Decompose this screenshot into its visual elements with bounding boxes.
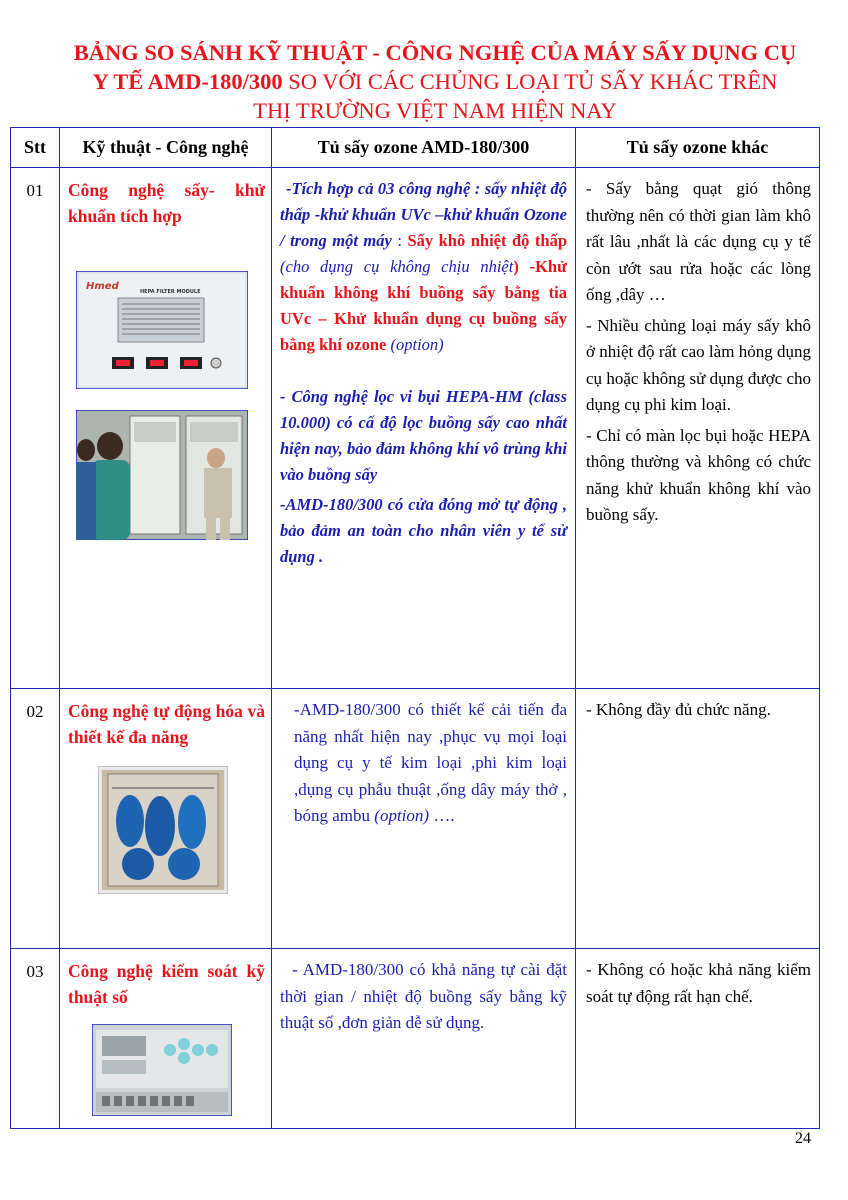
amd-cell — [272, 689, 576, 949]
tech-cell — [60, 168, 272, 689]
other-paragraph: - Chỉ có màn lọc bụi hoặc HEPA thông thường và không có chức năng khử khuẩn không khí vào buồng sấy. — [586, 425, 811, 524]
table-row — [11, 168, 820, 689]
comparison-table — [10, 127, 820, 1129]
amd-cell — [272, 949, 576, 1129]
header-stt: Stt — [11, 128, 60, 168]
table-row — [11, 689, 820, 949]
other-cell — [576, 689, 820, 949]
table-row — [11, 949, 820, 1129]
amd-paragraph: - Công nghệ lọc vi bụi HEPA-HM (class 10.000) có cấ độ lọc buồng sấy cao nhất hiện nay, bảo đảm không khí vô trùng khi vào buồng sấy — [280, 387, 567, 484]
row-number: 02 — [11, 689, 60, 949]
amd-cell — [272, 168, 576, 689]
dryer-interior-image — [98, 766, 228, 894]
amd-paragraph: -AMD-180/300 có cửa đóng mở tự động , bảo đảm an toàn cho nhân viên y tế sử dụng . — [280, 495, 567, 566]
other-paragraph: - Nhiều chủng loại máy sấy khô ở nhiệt độ rất cao làm hỏng dụng cụ hoặc không sử dụng được cho dụng cụ phi kim loại. — [586, 315, 811, 414]
title-line-2: Y TẾ AMD-180/300 SO VỚI CÁC CHỦNG LOẠI TỦ SẤY KHÁC TRÊN — [92, 69, 778, 94]
panel-label-text: HEPA FILTER MODULE — [140, 289, 201, 295]
header-tech: Kỹ thuật - Công nghệ — [60, 128, 272, 168]
page-title — [40, 38, 830, 125]
tech-name: Công nghệ kiểm soát kỹ thuật số — [68, 961, 265, 1007]
amd-paragraph: -Tích hợp cả 03 công nghệ : sấy nhiệt độ thấp -khử khuẩn UVc –khử khuẩn Ozone / trong một máy : Sấy khô nhiệt độ thấp (cho dụng cụ không chịu nhiệt) -Khử khuẩn không khí buồng sấy bằng tia UVc – Khử khuẩn dụng cụ buồng sấy bằng khí ozone (option) — [280, 179, 567, 354]
control-panel-image — [76, 271, 248, 389]
header-amd: Tủ sấy ozone AMD-180/300 — [272, 128, 576, 168]
staff-with-dryers-image — [76, 410, 248, 540]
other-cell — [576, 949, 820, 1129]
digital-controller-image — [92, 1024, 232, 1116]
panel-logo-text: Hmed — [86, 281, 119, 292]
tech-cell — [60, 689, 272, 949]
tech-cell — [60, 949, 272, 1129]
amd-paragraph: - AMD-180/300 có khả năng tự cài đặt thời gian / nhiệt độ buồng sấy bằng kỹ thuật số ,đơn giản dễ sử dụng. — [280, 960, 567, 1032]
other-paragraph: - Không có hoặc khả năng kiểm soát tự động rất hạn chế. — [586, 960, 811, 1006]
page-number: 24 — [795, 1130, 811, 1147]
title-line-1: BẢNG SO SÁNH KỸ THUẬT - CÔNG NGHỆ CỦA MÁY SẤY DỤNG CỤ — [73, 40, 797, 65]
row-number: 03 — [11, 949, 60, 1129]
other-cell — [576, 168, 820, 689]
row-number: 01 — [11, 168, 60, 689]
tech-name: Công nghệ sấy- khử khuẩn tích hợp — [68, 180, 265, 226]
other-paragraph: - Không đầy đủ chức năng. — [586, 700, 771, 719]
title-line-3: THỊ TRƯỜNG VIỆT NAM HIỆN NAY — [253, 98, 617, 123]
tech-name: Công nghệ tự động hóa và thiết kế đa năng — [68, 701, 265, 747]
header-other: Tủ sấy ozone khác — [576, 128, 820, 168]
other-paragraph: - Sấy bằng quạt gió thông thường nên có thời gian làm khô rất lâu ,nhất là các dụng cụ y tế còn ướt sau rửa hoặc các lòng ống ,dây … — [586, 179, 811, 304]
table-header-row — [11, 128, 820, 168]
amd-paragraph: -AMD-180/300 có thiết kế cải tiến đa năng nhất hiện nay ,phục vụ mọi loại dụng cụ y tế kim loại ,phi kim loại ,dụng cụ phẫu thuật ,ống dây máy thở , bóng ambu (option) …. — [294, 700, 567, 825]
